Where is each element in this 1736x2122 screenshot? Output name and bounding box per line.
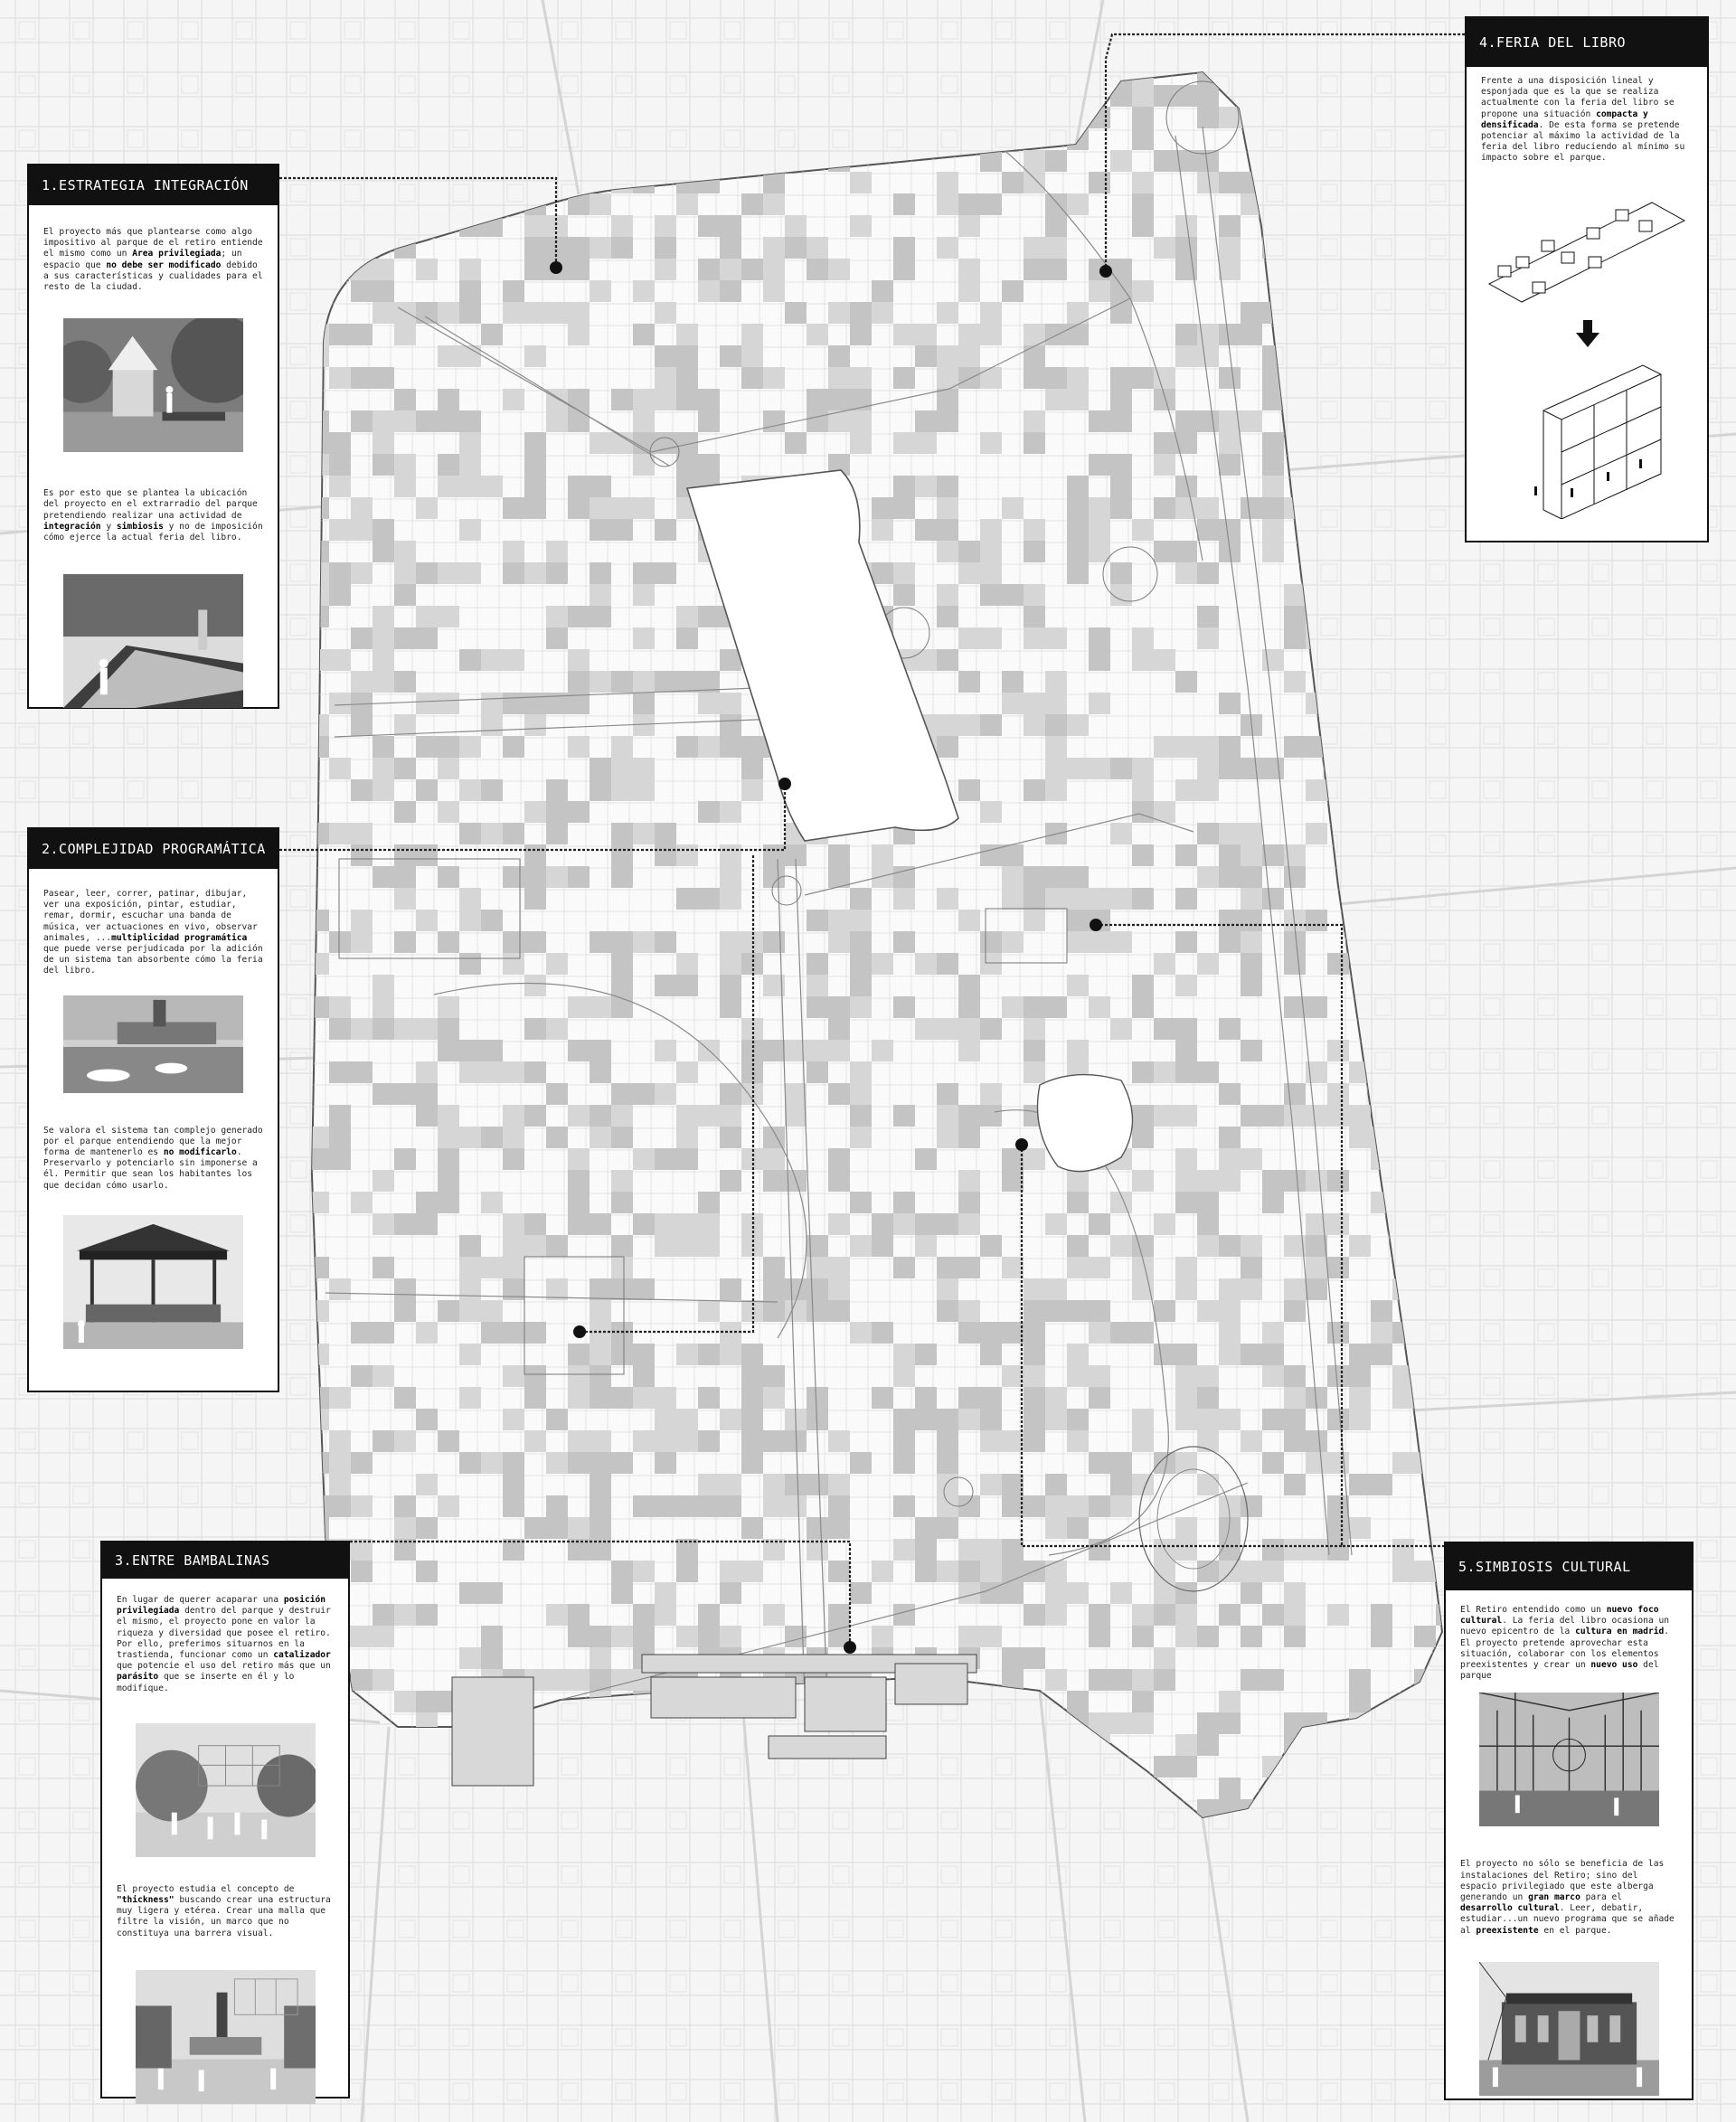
panel-title: 5.SIMBIOSIS CULTURAL (1446, 1543, 1692, 1590)
panel-paragraph (102, 1595, 348, 1694)
emphasis-text: Area privilegiada (132, 249, 222, 259)
body-text: El proyecto más que plantearse como algo impositivo al parque de el retiro entiende el mismo como un (43, 227, 263, 259)
panel-paragraph (29, 1126, 278, 1192)
panel-feria-del-libro (1465, 16, 1709, 542)
body-text: y no de imposición cómo ejerce la actual feria del libro. (43, 521, 263, 543)
body-text: En lugar de querer acaparar una (117, 1595, 284, 1605)
body-text: . De esta forma se pretende potenciar al máximo la actividad de la feria del libro reduciendo al mínimo su impacto sobre el parque. (1481, 119, 1685, 164)
emphasis-text: preexistente (1476, 1925, 1539, 1936)
emphasis-text: catalizador (273, 1650, 331, 1661)
panel-paragraph (29, 227, 278, 293)
body-text: y (100, 521, 117, 532)
body-text: del parque (1460, 1660, 1659, 1682)
emphasis-text: no modificarlo (163, 1147, 237, 1158)
photo-icon (63, 318, 243, 452)
panel-paragraph (29, 488, 278, 543)
panel-complejidad-programatica (27, 827, 279, 1392)
body-text: El Retiro entendido como un (1460, 1605, 1607, 1615)
panel-entre-bambalinas (100, 1541, 350, 2098)
emphasis-text: cultura en madrid (1575, 1627, 1665, 1637)
body-text: Pasear, leer, correr, patinar, dibujar, ver una exposición, pintar, estudiar, remar, dormir, escuchar una banda de música, ver actuaciones en vivo, observar animales, ... (43, 889, 258, 943)
photo-icon (63, 1215, 243, 1349)
velazquez-palace-photo (1479, 1962, 1659, 2096)
photo-icon (1479, 1962, 1659, 2096)
body-text: para el (1580, 1892, 1623, 1903)
panel-paragraph (1446, 1605, 1692, 1682)
emphasis-text: "thickness" (117, 1895, 175, 1906)
monument-lake-photo (63, 995, 243, 1093)
photo-icon (63, 574, 243, 708)
body-text: en el parque. (1538, 1925, 1612, 1936)
body-text: El proyecto estudia el concepto de (117, 1883, 295, 1894)
emphasis-text: compacta y densificada (1481, 108, 1648, 130)
body-text: Frente a una disposición lineal y esponjada que es la que se realiza actualmente con la feria del libro se propone una situación (1481, 76, 1675, 119)
panel-title: 4.FERIA DEL LIBRO (1467, 18, 1707, 67)
panel-paragraph (1467, 76, 1707, 165)
photo-icon (136, 1970, 316, 2104)
monument-frame-render (136, 1970, 316, 2104)
body-text: El proyecto no sólo se beneficia de las instalaciones del Retiro; sino del espacio privilegiado que este alberga generando un (1460, 1859, 1665, 1903)
body-text: ; un espacio que (43, 249, 242, 270)
body-text: que potencie el uso del retiro más que un (117, 1661, 331, 1672)
compact-density-diagram (1480, 184, 1694, 519)
arrow-down-icon (1576, 320, 1599, 347)
body-text: Es por esto que se plantea la ubicación del proyecto en el extrarradio del parque pretendiendo realizar una actividad de (43, 488, 258, 521)
photo-icon (136, 1723, 316, 1857)
linear-to-compact-diagram (1480, 184, 1694, 519)
emphasis-text: no debe ser modificado (106, 259, 222, 270)
bandstand-pavilion-photo (63, 318, 243, 452)
body-text: que se inserte en él y lo modifique. (117, 1672, 295, 1693)
panel-paragraph (29, 889, 278, 977)
kiosk-bandstand-photo (63, 1215, 243, 1349)
panel-simbiosis-cultural (1444, 1542, 1694, 2100)
body-text: Se valora el sistema tan complejo generado por el parque entendiendo que la mejor forma de mantenerlo es (43, 1125, 263, 1158)
crystal-palace-photo (1479, 1693, 1659, 1826)
body-text: . Leer, debatir, estudiar...un nuevo programa que se añade al (1460, 1903, 1675, 1936)
body-text: . El proyecto pretende aprovechar esta situación, colaborar con los elementos preexistentes y crear un (1460, 1627, 1670, 1671)
panel-title: 3.ENTRE BAMBALINAS (102, 1542, 348, 1579)
panel-paragraph (102, 1884, 348, 1939)
body-text: . Preservarlo y potenciarlo sin imponerse a él. Permitir que sean los habitantes los que decidan cómo usarlo. (43, 1147, 258, 1191)
emphasis-text: parásito (117, 1672, 159, 1683)
garden-parterre-photo (63, 574, 243, 708)
emphasis-text: nuevo uso (1590, 1660, 1638, 1671)
emphasis-text: nuevo foco cultural (1460, 1605, 1659, 1627)
body-text: que puede verse perjudicada por la adición de un sistema tan absorbente cómo la feria del libro. (43, 944, 263, 976)
compact-block (1543, 365, 1661, 519)
emphasis-text: gran marco (1528, 1892, 1580, 1903)
emphasis-text: multiplicidad programática (111, 932, 248, 943)
body-text: . La feria del libro ocasiona un nuevo epicentro de la (1460, 1616, 1670, 1637)
linear-stalls (1489, 203, 1684, 302)
emphasis-text: desarrollo cultural (1460, 1903, 1560, 1914)
panel-paragraph (1446, 1859, 1692, 1936)
panel-title: 1.ESTRATEGIA INTEGRACIÓN (29, 165, 278, 205)
emphasis-text: posición privilegiada (117, 1595, 326, 1617)
body-text: debido a sus características y cualidades para el resto de la ciudad. (43, 259, 263, 293)
panel-estrategia-integracion (27, 164, 279, 709)
panel-title: 2.COMPLEJIDAD PROGRAMÁTICA (29, 829, 278, 869)
frame-structure-render (136, 1723, 316, 1857)
body-text: buscando crear una estructura muy ligera y etérea. Crear una malla que filtre la visión, un marco que no constituya una barrera visual. (117, 1895, 331, 1938)
emphasis-text: simbiosis (116, 521, 164, 532)
photo-icon (1479, 1693, 1659, 1826)
photo-icon (63, 995, 243, 1093)
body-text: dentro del parque y destruir el mismo, el proyecto pone en valor la riqueza y diversidad que posee el retiro. Por ello, preferimos situarnos en la trastienda, funcionar como un (117, 1606, 331, 1661)
emphasis-text: integración (43, 521, 101, 532)
crystal-palace-pond (1038, 1075, 1133, 1172)
